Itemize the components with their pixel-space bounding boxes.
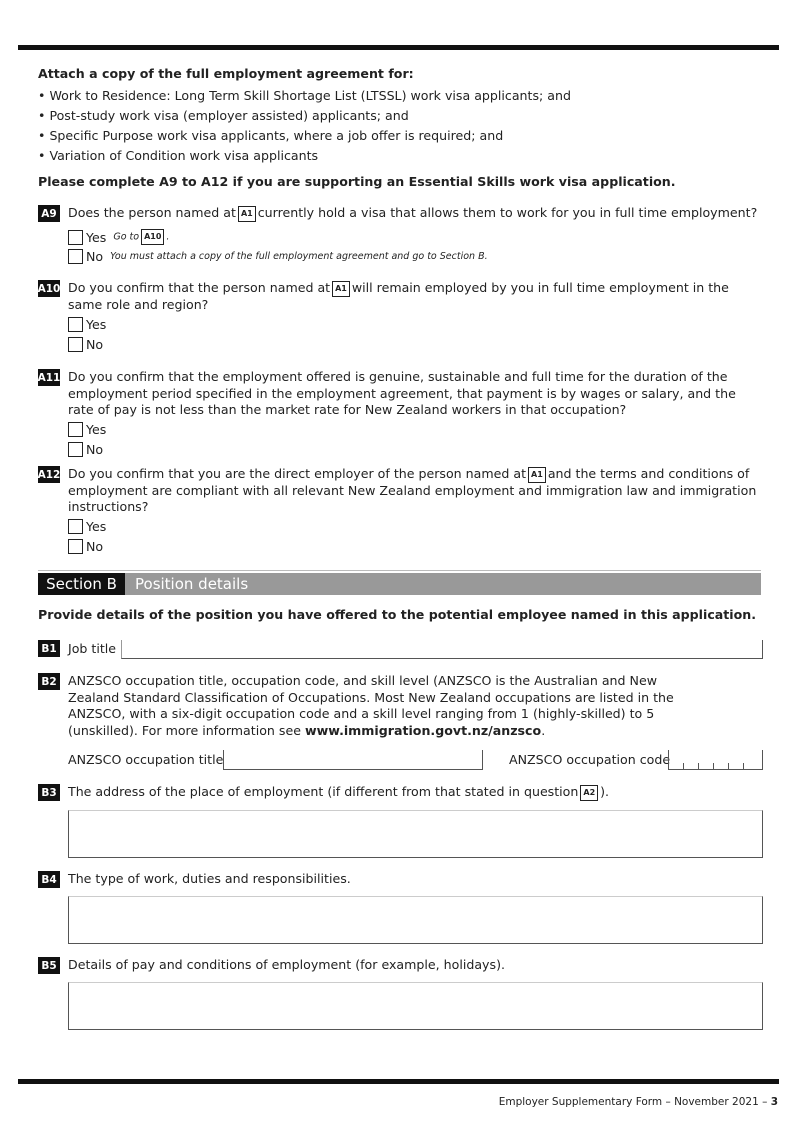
job-title-input[interactable] xyxy=(121,640,763,659)
a11-no-option[interactable]: No xyxy=(68,442,103,457)
section-divider xyxy=(38,570,761,571)
question-label-a12: A12 xyxy=(38,466,60,483)
b3-text: The address of the place of employment (if different from that stated in question A2 ). xyxy=(68,784,610,799)
page-number: 3 xyxy=(770,1096,778,1108)
a9-yes-checkbox[interactable] xyxy=(68,230,83,245)
question-a11-text: Do you confirm that the employment offered is genuine, sustainable and full time for the duration of the employment period specified in the employment agreement, that payment is by wages or salary, and the rate of pay is not less than the market rate for New Zealand workers in that occupation? xyxy=(68,369,736,417)
anzsco-link[interactable]: www.immigration.govt.nz/anzsco xyxy=(304,722,542,738)
question-ref: A1 xyxy=(528,467,546,483)
a11-yes-checkbox[interactable] xyxy=(68,422,83,437)
page-footer: Employer Supplementary Form – November 2021 – 3 xyxy=(498,1096,778,1108)
anzsco-code-input[interactable] xyxy=(668,750,763,770)
anzsco-code-label: ANZSCO occupation code xyxy=(509,752,671,767)
pay-conditions-textarea[interactable] xyxy=(68,982,763,1030)
a9-yes-note: Go to A10 . xyxy=(113,229,169,245)
a12-no-option[interactable]: No xyxy=(68,539,103,554)
section-tab: Section B xyxy=(38,573,125,595)
question-label-b4: B4 xyxy=(38,871,60,888)
top-rule xyxy=(18,45,779,50)
question-a10-text: Do you confirm that the person named at A1 will remain employed by you in full time employment in the same role and region? xyxy=(68,280,729,312)
list-item: • Work to Residence: Long Term Skill Shortage List (LTSSL) work visa applicants; and xyxy=(38,88,571,103)
question-ref: A2 xyxy=(580,785,598,801)
anzsco-title-input[interactable] xyxy=(223,750,483,770)
a9-no-checkbox[interactable] xyxy=(68,249,83,264)
b5-text: Details of pay and conditions of employment (for example, holidays). xyxy=(68,957,505,972)
address-textarea[interactable] xyxy=(68,810,763,858)
question-label-a11: A11 xyxy=(38,369,60,386)
a12-yes-checkbox[interactable] xyxy=(68,519,83,534)
section-b-intro: Provide details of the position you have offered to the potential employee named in this application. xyxy=(38,607,757,622)
anzsco-title-label: ANZSCO occupation title xyxy=(68,752,224,767)
a10-no-option[interactable]: No xyxy=(68,337,103,352)
bottom-rule xyxy=(18,1079,779,1084)
a10-yes-option[interactable]: Yes xyxy=(68,317,106,332)
a10-yes-checkbox[interactable] xyxy=(68,317,83,332)
list-item: • Variation of Condition work visa applicants xyxy=(38,148,319,163)
a9-yes-option[interactable]: Yes Go to A10 . xyxy=(68,229,169,245)
b1-text: Job title xyxy=(68,641,117,656)
duties-textarea[interactable] xyxy=(68,896,763,944)
question-label-a10: A10 xyxy=(38,280,60,297)
list-item: • Specific Purpose work visa applicants, where a job offer is required; and xyxy=(38,128,504,143)
question-label-b5: B5 xyxy=(38,957,60,974)
question-ref: A1 xyxy=(238,206,256,222)
a12-no-checkbox[interactable] xyxy=(68,539,83,554)
instruction-note: Please complete A9 to A12 if you are supporting an Essential Skills work visa application. xyxy=(38,174,676,189)
question-label-a9: A9 xyxy=(38,205,60,222)
question-label-b3: B3 xyxy=(38,784,60,801)
b2-text: ANZSCO occupation title, occupation code, and skill level (ANZSCO is the Australian and New Zealand Standard Classification of Occupations. Most New Zealand occupations are listed in the ANZSCO, with a six-digit occupation code and a skill level ranging from 1 (highly-skilled) to 5 (unskilled). For more information see www.immigration.govt.nz/anzsco. xyxy=(68,673,674,738)
a12-yes-option[interactable]: Yes xyxy=(68,519,106,534)
question-a9-text: Does the person named at A1 currently hold a visa that allows them to work for you in full time employment? xyxy=(68,205,758,220)
list-item: • Post-study work visa (employer assisted) applicants; and xyxy=(38,108,409,123)
a11-no-checkbox[interactable] xyxy=(68,442,83,457)
question-ref: A1 xyxy=(332,281,350,297)
a9-no-option[interactable]: No You must attach a copy of the full employment agreement and go to Section B. xyxy=(68,249,488,264)
question-label-b2: B2 xyxy=(38,673,60,690)
section-title: Position details xyxy=(135,575,249,593)
question-a12-text: Do you confirm that you are the direct employer of the person named at A1 and the terms and conditions of employment are compliant with all relevant New Zealand employment and immigration law and immigration instructions? xyxy=(68,466,757,514)
a9-no-note: You must attach a copy of the full employment agreement and go to Section B. xyxy=(110,251,488,262)
question-label-b1: B1 xyxy=(38,640,60,657)
intro-heading: Attach a copy of the full employment agreement for: xyxy=(38,66,414,81)
b4-text: The type of work, duties and responsibilities. xyxy=(68,871,351,886)
a11-yes-option[interactable]: Yes xyxy=(68,422,106,437)
a10-no-checkbox[interactable] xyxy=(68,337,83,352)
